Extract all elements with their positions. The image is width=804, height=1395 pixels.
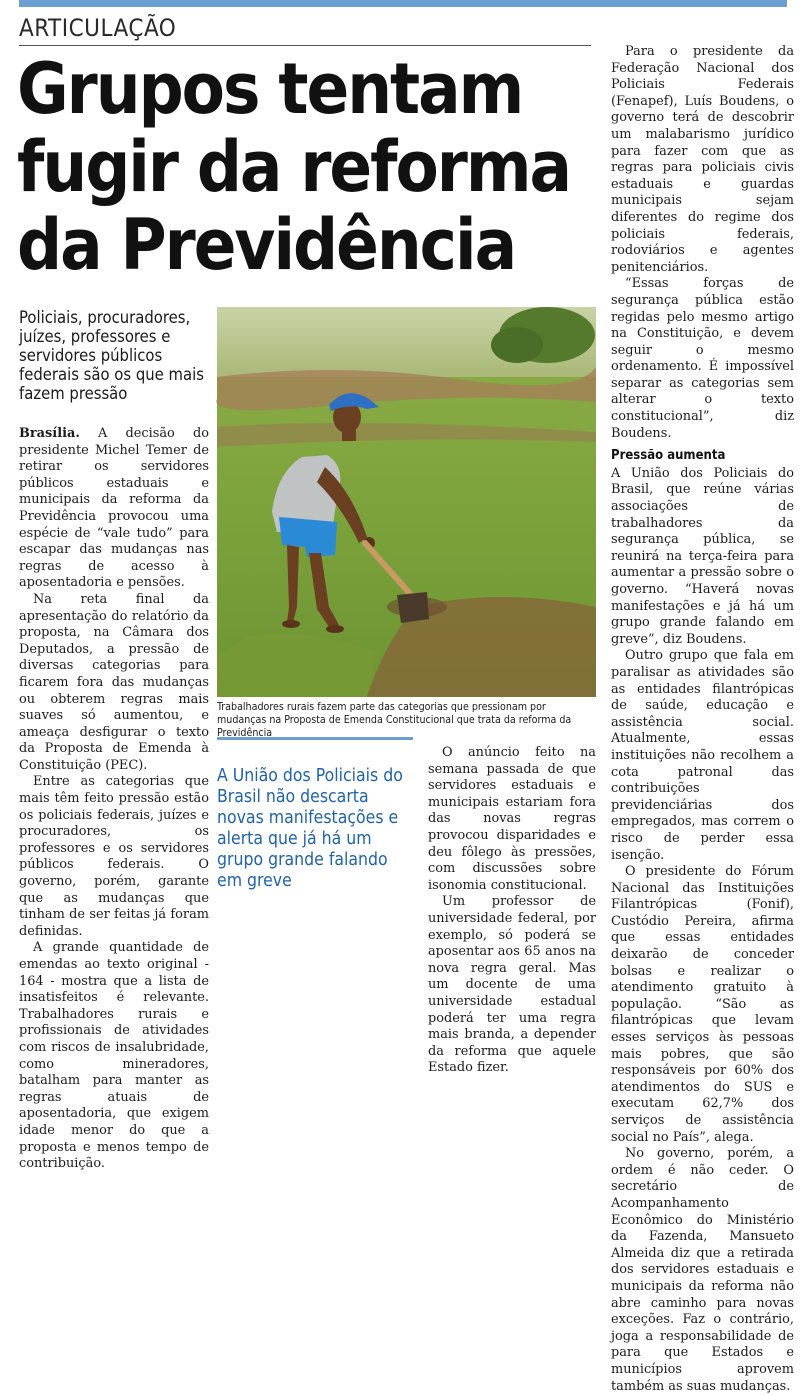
subhead-pressao-aumenta: Pressão aumenta (611, 448, 726, 464)
paragraph-4: A grande quantidade de emendas ao texto original - 164 - mostra que a lista de insatisfeitos é relevante. Trabalhadores rurais e profissionais de atividades com riscos de insalubridade, como mineradores, batalham para manter as regras atuais de aposentadoria, que exigem idade menor do que a proposta e menos tempo de contribuição. (19, 940, 209, 1172)
paragraph-1-text: A decisão do presidente Michel Temer de retirar os servidores públicos estaduais e municipais da reforma da Previdência provocou uma espécie de “vale tudo” para escapar das mudanças nas regras de acesso à aposentadoria e pensões. (19, 426, 209, 591)
photo-caption: Trabalhadores rurais fazem parte das categorias que pressionam por mudanças na Proposta de Emenda Constitucional que trata da reforma da Previdência (217, 701, 572, 739)
paragraph-3: Entre as categorias que mais têm feito pressão estão os policiais federais, juízes e procuradores, os professores e os servidores públicos federais. O governo, porém, garante que as mudanças que tinham de ser feitas já foram definidas. (19, 774, 209, 939)
section-rule (19, 45, 591, 46)
lead-subheadline: Policiais, procuradores, juízes, professores e servidores públicos federais são os que mais fazem pressão (19, 308, 204, 403)
paragraph-1 (19, 426, 209, 592)
headline-line-1: Grupos tentam (17, 48, 523, 130)
article-column-1 (19, 426, 209, 1173)
article-column-4 (611, 44, 794, 1395)
headline-line-2: fugir da reforma (17, 126, 570, 208)
paragraph-12: No governo, porém, a ordem é não ceder. O secretário de Acompanhamento Econômico do Ministério da Fazenda, Mansueto Almeida diz que a retirada dos servidores estaduais e municipais da reforma não abre caminho para novas exceções. Faz o contrário, joga a responsabilidade de para que Estados e municípios aprovem também as suas mudanças. (611, 1146, 794, 1394)
article-column-3 (428, 745, 596, 1077)
paragraph-5: O anúncio feito na semana passada de que servidores estaduais e municipais estariam fora das novas regras provocou disparidades e deu fôlego às pressões, com discussões sobre isonomia constitucional. (428, 745, 596, 893)
top-accent-bar (19, 0, 787, 7)
paragraph-9: A União dos Policiais do Brasil, que reúne várias associações de trabalhadores da segurança pública, se reunirá na terça-feira para aumentar a pressão sobre o governo. “Haverá novas manifestações e já há um grupo grande falando em greve”, diz Boudens. (611, 465, 794, 647)
paragraph-2: Na reta final da apresentação do relatório da proposta, na Câmara dos Deputados, a pressão de diversas categorias para ficarem fora das mudanças ou obterem regras mais suaves só aumentou, e ameaça desfigurar o texto da Proposta de Emenda à Constituição (PEC). (19, 591, 209, 773)
section-label: ARTICULAÇÃO (19, 14, 177, 42)
farmer-photo (217, 307, 596, 697)
paragraph-11: O presidente do Fórum Nacional das Instituições Filantrópicas (Fonif), Custódio Pereira, afirma que essas entidades deixarão de conceder bolsas e realizar o atendimento gratuito à população. “São as filantrópicas que levam esses serviços às pessoas mais pobres, que são responsáveis por 60% dos atendimentos do SUS e executam 62,7% dos serviços de assistência social no País”, alega. (611, 864, 794, 1145)
headline (17, 50, 597, 284)
paragraph-8: “Essas forças de segurança pública estão regidas pelo mesmo artigo na Constituição, e devem seguir o mesmo ordenamento. É impossível separar as categorias sem alterar o texto constitucional”, diz Boudens. (611, 276, 794, 441)
paragraph-10: Outro grupo que fala em paralisar as atividades são as entidades filantrópicas de saúde, educação e assistência social. Atualmente, essas instituições não recolhem a cota patronal das contribuições previdenciárias dos empregados, mas correm o risco de perder essa isenção. (611, 648, 794, 863)
paragraph-6: Um professor de universidade federal, por exemplo, só poderá se aposentar aos 65 anos na nova regra geral. Mas um docente de uma universidade estadual poderá ter uma regra mais branda, a depender da reforma que aquele Estado fizer. (428, 894, 596, 1076)
dateline: Brasília. (19, 426, 80, 441)
headline-line-3: da Previdência (17, 204, 516, 286)
pull-quote: A União dos Policiais do Brasil não descarta novas manifestações e alerta que já há um grupo grande falando em greve (217, 737, 413, 892)
paragraph-7: Para o presidente da Federação Nacional dos Policiais Federais (Fenapef), Luís Boudens, o governo terá de descobrir um malabarismo jurídico para fazer com que as regras para policiais civis estaduais e guardas municipais sejam diferentes do regime dos policiais federais, rodoviários e agentes penitenciários. (611, 44, 794, 275)
